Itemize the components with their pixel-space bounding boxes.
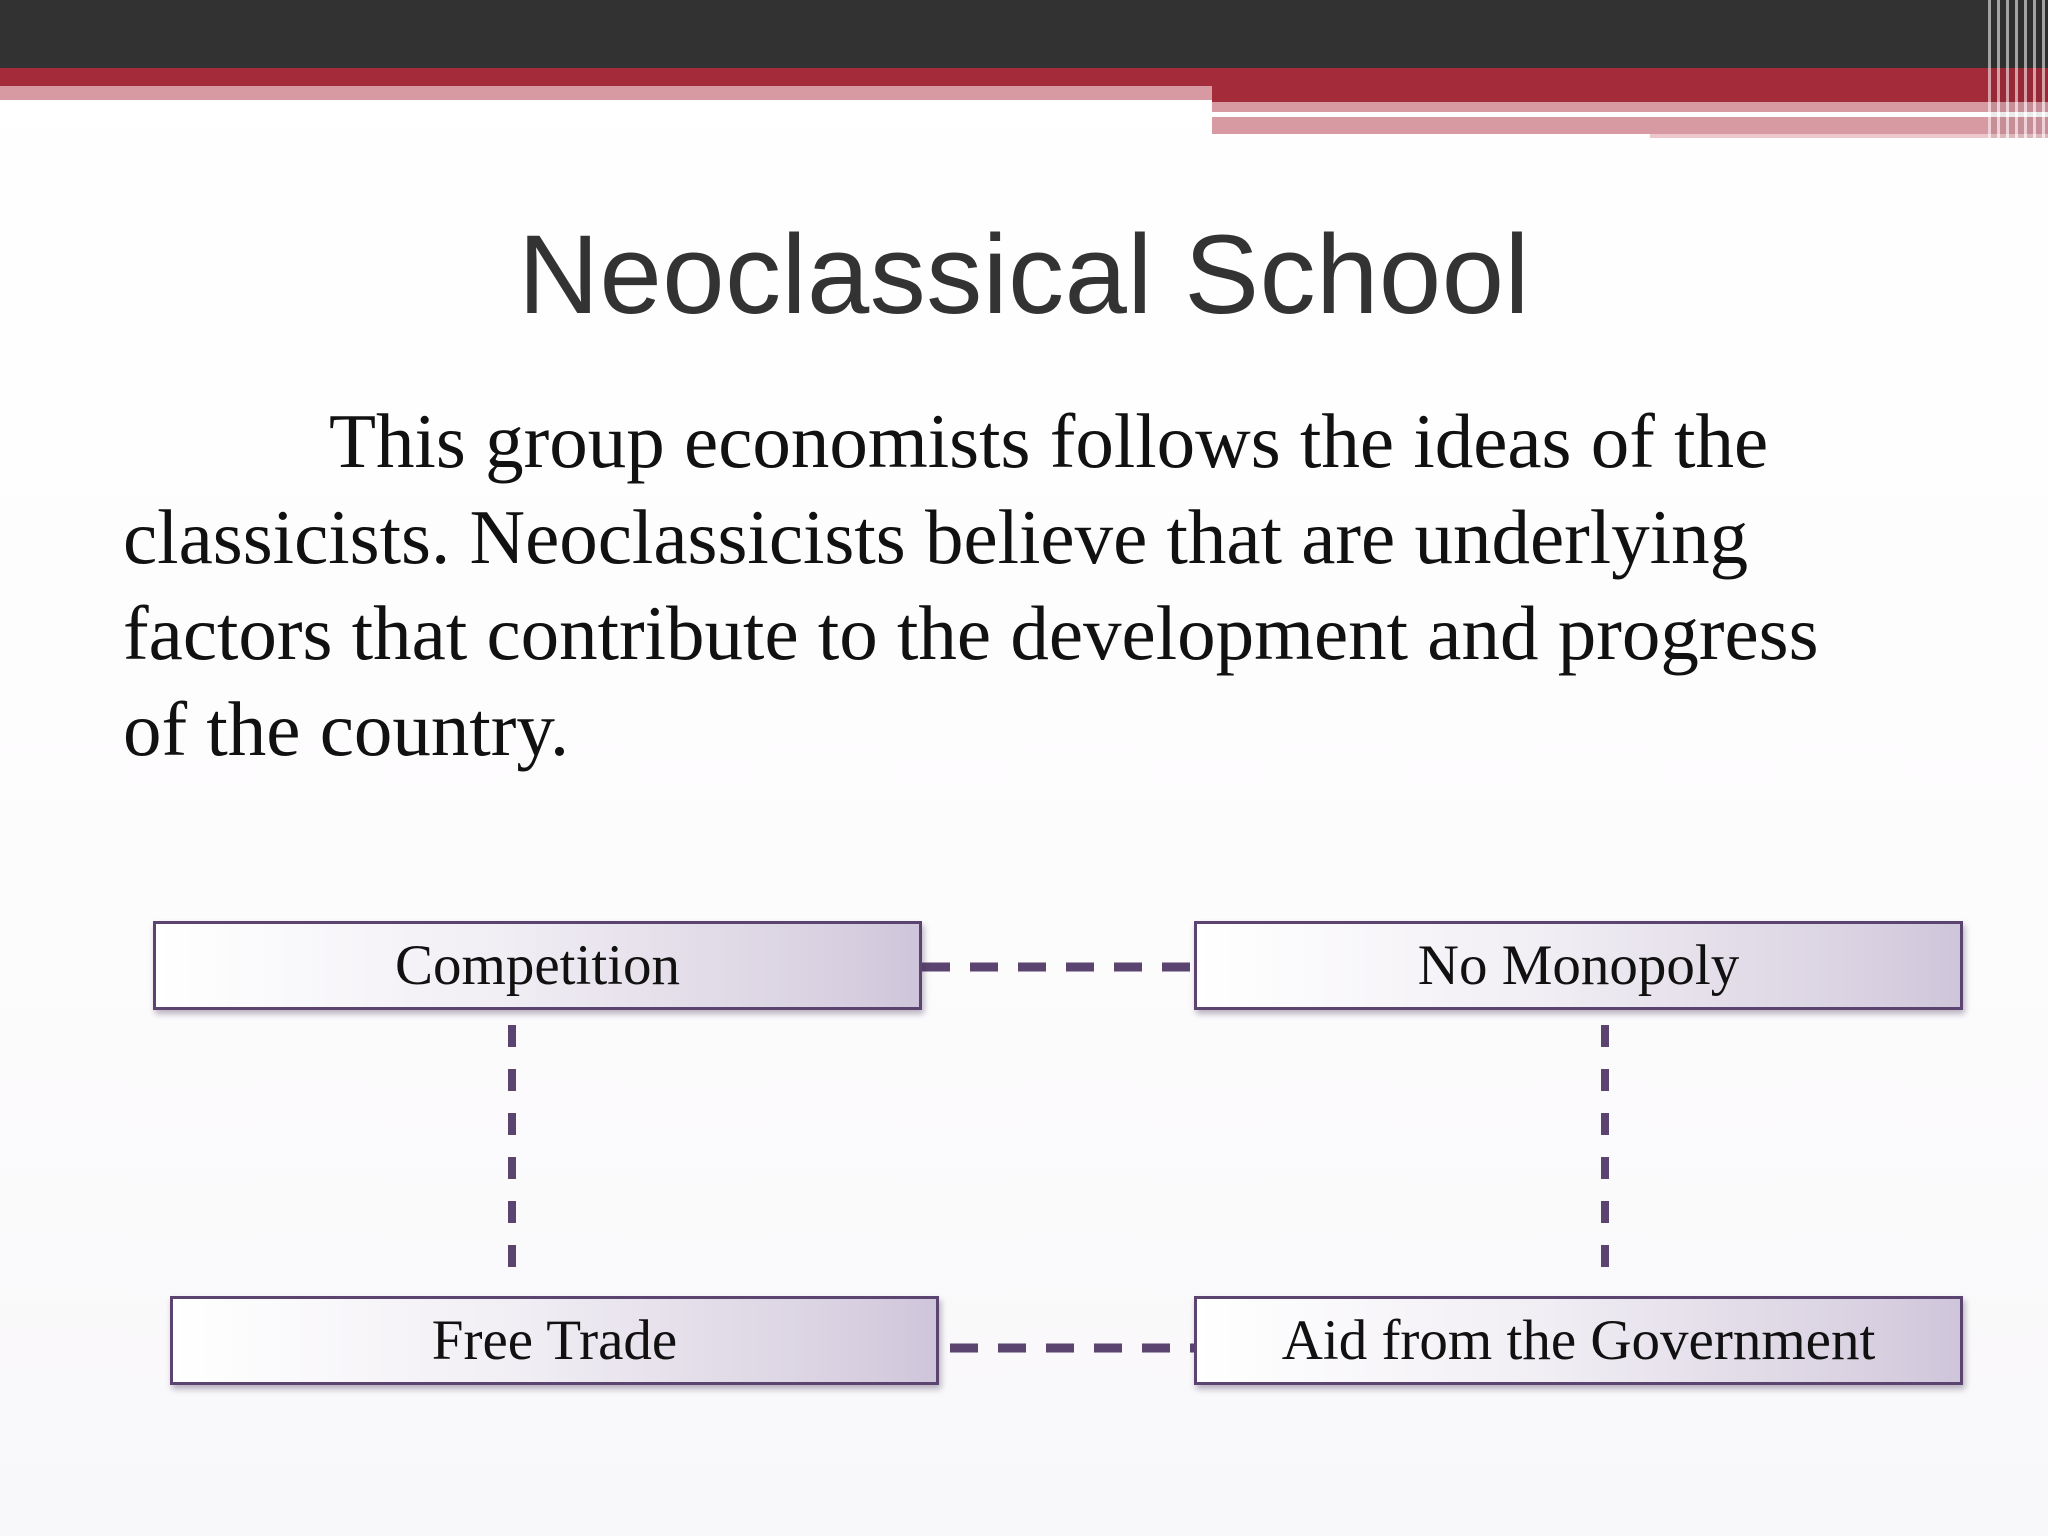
node-competition: Competition xyxy=(153,921,922,1010)
header-banner-red-right xyxy=(1212,86,2048,102)
header-banner-dark xyxy=(0,0,2048,68)
node-free-trade: Free Trade xyxy=(170,1296,939,1385)
node-no-monopoly: No Monopoly xyxy=(1194,921,1963,1010)
slide-title: Neoclassical School xyxy=(518,212,1530,337)
header-banner-red xyxy=(0,68,2048,86)
slide-paragraph: This group economists follows the ideas of the classicists. Neoclassicists believe that are underlying factors that contribute to the development and progress of the country. xyxy=(123,398,1819,772)
header-banner-pink xyxy=(0,86,1212,100)
header-banner-pink-right-lower xyxy=(1212,117,2048,134)
header-banner-edge-stripes xyxy=(1988,0,2048,138)
node-aid-from-government: Aid from the Government xyxy=(1194,1296,1963,1385)
header-banner-pink-right xyxy=(1212,102,2048,112)
